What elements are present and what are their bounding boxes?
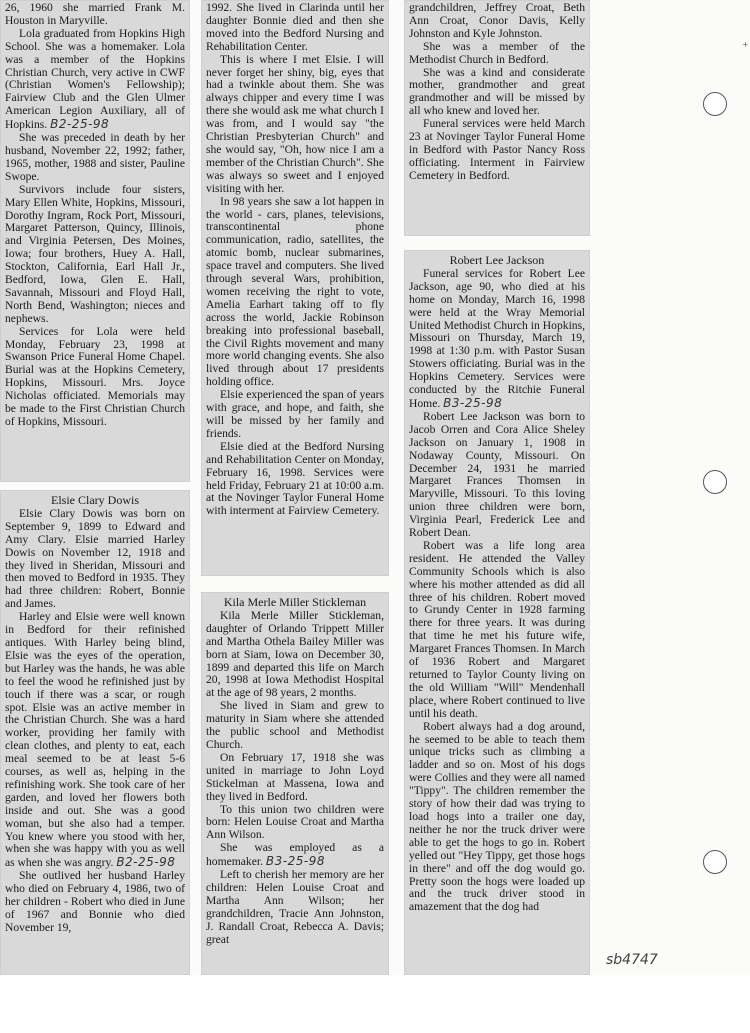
paragraph: Funeral services for Robert Lee Jackson, age 90, who died at his home on Monday, March 16, 1998 were held at the Wray Memorial United Methodist Church in Hopkins, Missouri on Thursday, March 19, 1998 at 1:30 p.m. with Pastor Susan Stowers officiating. Burial was in the Hopkins Cemetery. Services were conducted by the Ritchie Funeral Home. B3-25-98 — [409, 266, 585, 410]
handwritten-date: B2-25-98 — [50, 117, 110, 132]
paragraph: Elsie died at the Bedford Nursing and Rehabilitation Center on Monday, February 16, 1998. Services were held Friday, February 21 at 10:00 a.m. at the Novinger Taylor Funeral Home with interment at Fairview Cemetery. — [206, 439, 384, 518]
paragraph: Elsie experienced the span of years with grace, and hope, and faith, she will be missed by her family and friends. — [206, 388, 384, 440]
handwritten-date: B2-25-98 — [116, 855, 176, 870]
paragraph: 26, 1960 she married Frank M. Houston in Maryville. — [5, 1, 185, 27]
paragraph: 1992. She lived in Clarinda until her daughter Bonnie died and then she moved into the Bedford Nursing and Rehabilitation Center. — [206, 1, 384, 53]
paragraph: Funeral services were held March 23 at Novinger Taylor Funeral Home in Bedford with Pastor Nancy Ross officiating. Interment in Fairview Cemetery in Bedford. — [409, 117, 585, 182]
paragraph: She was employed as a homemaker. B3-25-98 — [206, 841, 384, 869]
paragraph: Harley and Elsie were well known in Bedford for their refinished antiques. With Harley being blind, Elsie was the eyes of the operation, but Harley was the hands, he was able to feel the wood he refinished just by touch if there was a scar, or rough spot. Elsie was an active member in the Christian Church. She was a hard worker, providing her family with clean clothes, and plenty to eat, each meal seemed to be at least 5-6 courses, as well as, helping in the refinishing work. She took care of her garden, and loved her flowers both inside and out. She was a good woman, but she also had a temper. You knew where you stood with her, when she was happy with you as well as when she was angry. B2-25-98 — [5, 610, 185, 870]
binder-hole-icon — [703, 850, 727, 874]
handwritten-date: B3-25-98 — [265, 854, 325, 869]
clipping-elsie-dowis — [0, 490, 190, 975]
paragraph: This is where I met Elsie. I will never forget her shiny, big, eyes that had a twinkle about them. She was always chipper and every time I was there she would ask me what church I was from, and I would say "the Christian Presbyterian Church" and she would say, "Oh, how nice I am a member of the Christian Church". She was always so sweet and I enjoyed visiting with her. — [206, 52, 384, 195]
obituary-title: Elsie Clary Dowis — [51, 493, 139, 507]
page-bottom-margin — [0, 975, 750, 1033]
paragraph: Robert always had a dog around, he seemed to be able to teach them unique tricks such as climbing a ladder and so on. Most of his dogs were Collies and they were all named "Tippy". The children remember the story of how their dad was trying to load hogs into a trailer one day, neither he nor the truck driver were able to get the hogs to go in. Robert yelled out "Hey Tippy, get those hogs in there" and off the dog would go. Pretty soon the hogs were loaded up and the truck driver stood in amazement that the dog had — [409, 719, 585, 914]
paragraph: Robert was a life long area resident. He attended the Valley Community Schools which is also where his mother attended as did all three of his children. Robert moved to Grundy Center in 1928 farming there for three years. It was during that time he met his future wife, Margaret Frances Thomsen. In March of 1936 Robert and Margaret returned to Taylor County living on the old William "Will" Mendenhall place, where Robert continued to live until his death. — [409, 538, 585, 720]
paragraph: She was a kind and considerate mother, grandmother and great grandmother and will be missed by all who knew and loved her. — [409, 65, 585, 118]
binder-hole-icon — [703, 92, 727, 116]
handwritten-date: B3-25-98 — [443, 395, 503, 410]
clipping-robert-jackson — [404, 250, 590, 975]
binder-hole-icon — [703, 470, 727, 494]
paragraph: On February 17, 1918 she was united in marriage to John Loyd Stickelman at Massena, Iowa and they lived in Bedford. — [206, 750, 384, 803]
paragraph: Kila Merle Miller Stickleman, daughter of Orlando Trippett Miller and Martha Othela Bailey Miller was born at Siam, Iowa on December 30, 1899 and departed this life on March 20, 1998 at Iowa Methodist Hospital at the age of 98 years, 2 months. — [206, 608, 384, 700]
obituary-title: Kila Merle Miller Stickleman — [223, 595, 367, 609]
clipping-kila-stickleman-continued — [404, 0, 590, 236]
edge-mark: + — [742, 40, 749, 49]
clipping-lola-houston — [0, 0, 190, 482]
handwritten-page-tag: sb4747 — [606, 952, 658, 968]
paragraph: To this union two children were born: Helen Louise Croat and Martha Ann Wilson. — [206, 802, 384, 842]
paragraph: She was a member of the Methodist Church in Bedford. — [409, 39, 585, 66]
paragraph: Services for Lola were held Monday, February 23, 1998 at Swanson Price Funeral Home Chapel. Burial was at the Hopkins Cemetery, Hopkins, Missouri. Mrs. Joyce Nicholas officiated. Memorials may be made to the First Christian Church of Hopkins, Missouri. — [5, 324, 185, 428]
obituary-title: Robert Lee Jackson — [449, 253, 545, 267]
clipping-elsie-dowis-continued — [201, 0, 389, 576]
paragraph: Survivors include four sisters, Mary Ellen White, Hopkins, Missouri, Dorothy Ingram, Rock Port, Missouri, Margaret Patterson, Quincy, Illinois, and Virginia Petersen, Des Moines, Iowa; four brothers, Huey A. Hall, Stockton, California, Earl Hall Jr., Bedford, Iowa, Glen E. Hall, Savannah, Missouri and Floyd Hall, North Bend, Washington; nieces and nephews. — [5, 182, 185, 325]
clipping-kila-stickleman — [201, 592, 389, 975]
paragraph: Left to cherish her memory are her children: Helen Louise Croat and Martha Ann Wilson; her grandchildren, Tracie Ann Johnston, J. Randall Croat, Rebecca A. Davis; great — [206, 868, 384, 946]
paragraph: In 98 years she saw a lot happen in the world - cars, planes, televisions, transcontinental phone communication, radio, satellites, the atomic bomb, nuclear submarines, space travel and computers. She lived through several Wars, prohibition, women receiving the right to vote, Amelia Earhart taking off to fly across the world, Jackie Robinson breaking into professional baseball, the Civil Rights movement and many more world changing events. She also lived through about 17 presidents holding office. — [206, 194, 384, 389]
paragraph: Robert Lee Jackson was born to Jacob Orren and Cora Alice Sheley Jackson on January 1, 1908 in Nodaway County, Missouri. On December 24, 1931 he married Margaret Frances Thomsen in Maryville, Missouri. To this loving union three children were born, Virginia Pearl, Frederick Lee and Robert Dean. — [409, 409, 585, 540]
paragraph: grandchildren, Jeffrey Croat, Beth Ann Croat, Conor Davis, Kelly Johnston and Kyle Johnston. — [409, 1, 585, 40]
paragraph: She lived in Siam and grew to maturity in Siam where she attended the public school and Methodist Church. — [206, 699, 384, 751]
paragraph: She outlived her husband Harley who died on February 4, 1986, two of her children - Robert who died in June of 1967 and Bonnie who died November 19, — [5, 869, 185, 934]
paragraph: Lola graduated from Hopkins High School. She was a homemaker. Lola was a member of the Hopkins Christian Church, very active in CWF (Christian Women's Fellowship); Fairview Club and the Glen Ulmer American Legion Auxiliary, all of Hopkins. B2-25-98 — [5, 26, 185, 132]
paragraph: Elsie Clary Dowis was born on September 9, 1899 to Edward and Amy Clary. Elsie married Harley Dowis on November 12, 1918 and they lived in Sheridan, Missouri and then moved to Bedford in 1935. They had three children: Robert, Bonnie and James. — [5, 506, 185, 611]
paragraph: She was preceded in death by her husband, November 22, 1992; father, 1965, mother, 1988 and sister, Pauline Swope. — [5, 131, 185, 183]
